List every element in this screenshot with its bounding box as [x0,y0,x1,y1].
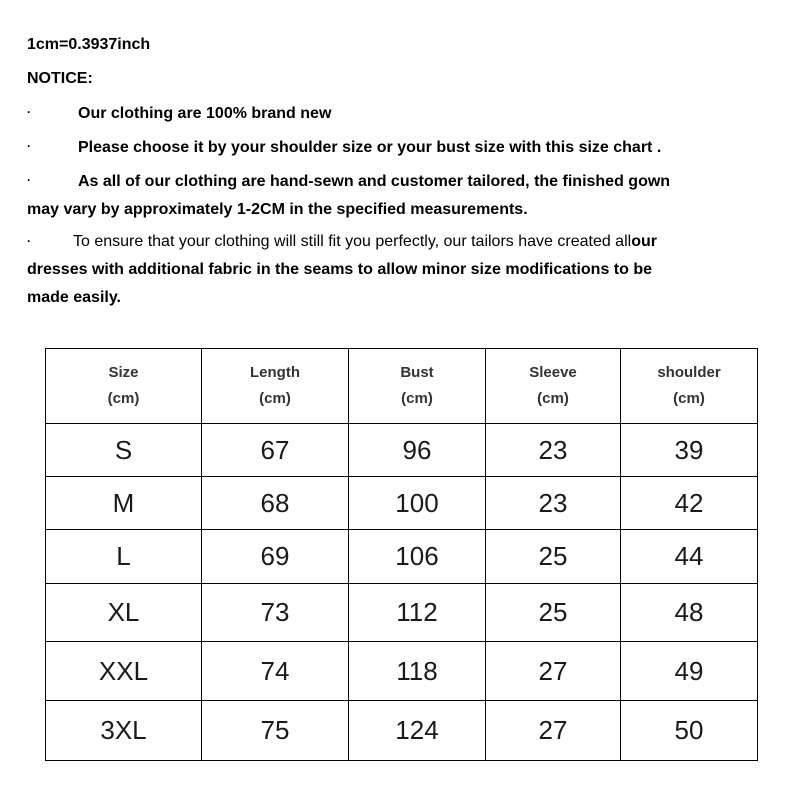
table-cell: 49 [621,642,758,701]
table-cell: 73 [202,584,349,642]
table-cell: 106 [349,530,486,584]
table-cell: 25 [486,530,621,584]
table-cell: 23 [486,477,621,530]
conversion-note: 1cm=0.3937inch [27,36,151,53]
bullet-text [27,228,767,312]
column-header-shoulder [621,349,758,424]
table-cell: 42 [621,477,758,530]
column-header-length [202,349,349,424]
table-cell: XXL [46,642,202,701]
table-cell: 124 [349,701,486,761]
table-cell: XL [46,584,202,642]
column-header-sleeve [486,349,621,424]
column-header-unit: (cm) [673,390,705,407]
table-cell: L [46,530,202,584]
table-row [46,477,758,530]
table-cell: 27 [486,701,621,761]
column-header-unit: (cm) [537,390,569,407]
bullet-text-line: our [631,233,657,250]
table-cell: 96 [349,424,486,477]
table-row [46,584,758,642]
bullet-marker: · [27,234,31,248]
bullet-marker: · [27,173,31,187]
bullet-marker: · [27,139,31,153]
table-row [46,701,758,761]
bullet-text [27,168,767,224]
bullet-marker: · [27,105,31,119]
notice-title: NOTICE: [27,70,93,87]
bullet-text-line: As all of our clothing are hand-sewn and customer tailored, the finished gown [78,173,671,190]
bullet-text: Please choose it by your shoulder size or your bust size with this size chart . [78,139,662,156]
table-cell: 44 [621,530,758,584]
column-header-unit: (cm) [259,390,291,407]
table-cell: 74 [202,642,349,701]
table-row [46,424,758,477]
table-cell: 48 [621,584,758,642]
bullet-text-line: made easily. [27,289,121,306]
table-header-row [46,349,758,424]
column-header-bust [349,349,486,424]
table-cell: 23 [486,424,621,477]
table-cell: M [46,477,202,530]
table-cell: 100 [349,477,486,530]
table-cell: 67 [202,424,349,477]
table-cell: 27 [486,642,621,701]
column-header-label: Bust [400,364,434,381]
column-header-unit: (cm) [107,390,140,407]
size-chart-table [45,348,758,761]
column-header-label: Size [108,364,139,381]
bullet-text-line: may vary by approximately 1-2CM in the specified measurements. [27,201,528,218]
table-cell: 50 [621,701,758,761]
column-header-label: Sleeve [529,364,577,381]
table-cell: 118 [349,642,486,701]
table-cell: S [46,424,202,477]
table-row [46,642,758,701]
table-cell: 112 [349,584,486,642]
table-cell: 3XL [46,701,202,761]
column-header-unit: (cm) [401,390,433,407]
column-header-label: shoulder [657,364,721,381]
table-row [46,530,758,584]
table-cell: 68 [202,477,349,530]
table-cell: 75 [202,701,349,761]
bullet-text-line: dresses with additional fabric in the seams to allow minor size modifications to be [27,261,653,278]
bullet-text: Our clothing are 100% brand new [78,105,332,122]
column-header-size [46,349,202,424]
bullet-text-line: To ensure that your clothing will still fit you perfectly, our tailors have created all [73,233,632,250]
table-cell: 25 [486,584,621,642]
column-header-label: Length [250,364,300,381]
table-cell: 39 [621,424,758,477]
table-cell: 69 [202,530,349,584]
